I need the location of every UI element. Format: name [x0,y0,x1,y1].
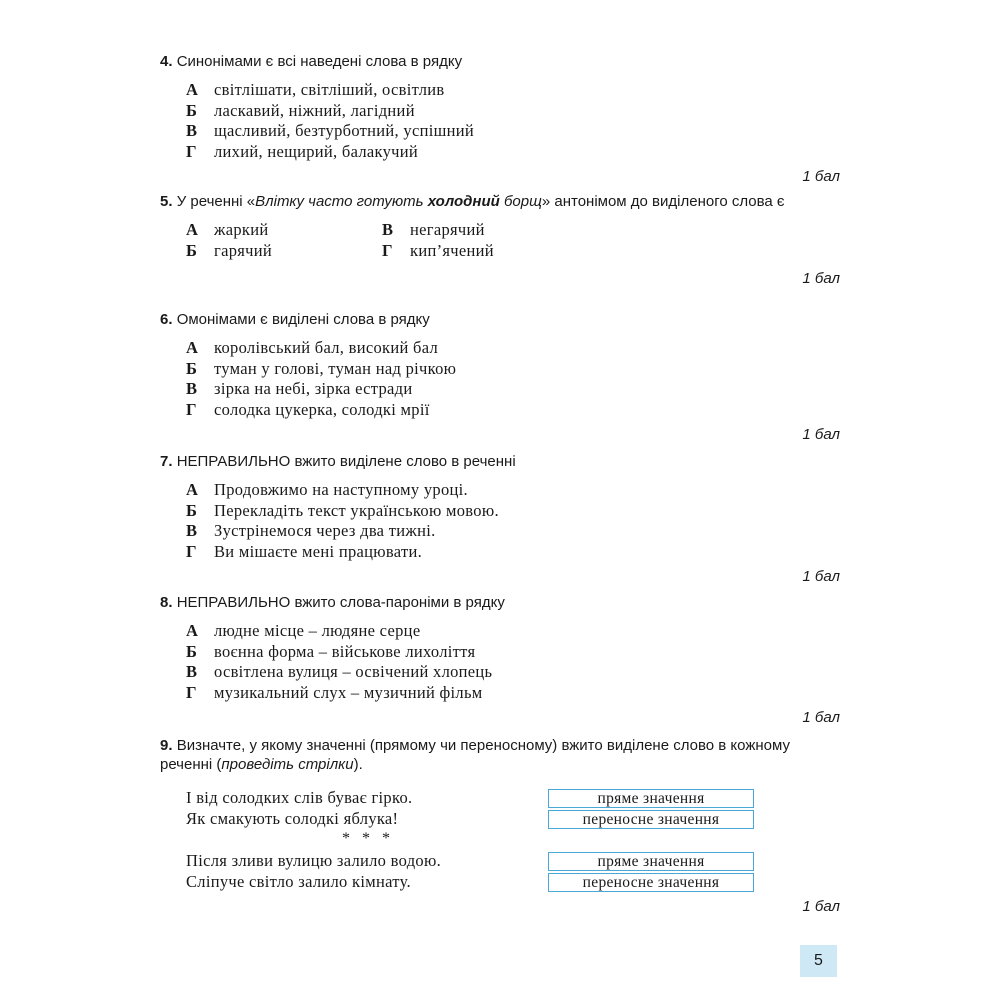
option-g[interactable]: Г кип’ячений [382,240,494,260]
option-v[interactable]: В зірка на небі, зірка естради [186,379,413,398]
option-a[interactable]: А Продовжимо на наступному уроці. [186,480,468,499]
question-text: Омонімами є виділені слова в рядку [176,311,430,328]
question-6-title [160,310,840,329]
options-grid [186,220,840,261]
meaning-box-figurative[interactable]: переносне значення [548,810,754,829]
question-text: Синонімами є всі наведені слова в рядку [176,53,463,70]
option-v[interactable]: В негарячий [382,220,485,239]
question-5-title: 5. У реченні «Влітку часто готують холодний борщ» антонімом до виділеного слова є [160,193,785,210]
options-list [186,338,840,420]
options-list [186,80,840,162]
option-a[interactable]: А людне місце – людяне серце [186,621,421,640]
option-a[interactable]: А жаркий [186,220,269,239]
option-g[interactable]: Г солодка цукерка, солодкі мрії [186,399,430,419]
meaning-box-direct[interactable]: пряме значення [548,852,754,871]
option-b[interactable]: Б Перекладіть текст українською мовою. [186,500,499,520]
question-number: 5. [160,193,173,210]
options-list [186,480,840,562]
separator-stars: * * * [342,830,394,847]
sentence-3: Після зливи вулицю залило водою. [186,851,442,870]
question-text: НЕПРАВИЛЬНО вжито слова-пароніми в рядку [176,594,505,611]
question-number: 6. [160,311,173,328]
option-b[interactable]: Б туман у голові, туман над річкою [186,358,457,378]
question-number: 4. [160,53,173,70]
question-4 [160,52,840,192]
score-label: 1 бал [802,709,840,726]
meaning-box-direct[interactable]: пряме значення [548,789,754,808]
option-b[interactable]: Б воєнна форма – військове лихоліття [186,641,476,661]
question-8-title [160,593,840,612]
sentence-2: Як смакують солодкі яблука! [186,809,399,828]
worksheet-page [160,52,840,916]
question-8 [160,593,840,736]
option-b[interactable]: Б гарячий [186,240,272,260]
option-v[interactable]: В Зустрінемося через два тижні. [186,521,436,540]
page-number: 5 [800,945,837,977]
question-7-title [160,452,840,471]
matching-area [186,788,840,896]
score-label: 1 бал [802,898,840,915]
question-5 [160,192,840,310]
score-label: 1 бал [802,168,840,185]
question-9-title: 9. Визначте, у якому значенні (прямому чи переносному) вжито виділене слово в кожному реченні (проведіть стрілки). [160,737,790,773]
option-v[interactable]: В освітлена вулиця – освічений хлопець [186,662,493,681]
option-g[interactable]: Г лихий, нещирий, балакучий [186,141,418,161]
options-list [186,621,840,703]
score-label: 1 бал [802,568,840,585]
option-b[interactable]: Б ласкавий, ніжний, лагідний [186,100,415,120]
question-number: 8. [160,594,173,611]
question-number: 9. [160,737,173,754]
sentence-1: І від солодких слів буває гірко. [186,788,413,807]
question-text: НЕПРАВИЛЬНО вжито виділене слово в реченні [176,453,516,470]
meaning-box-figurative[interactable]: переносне значення [548,873,754,892]
question-number: 7. [160,453,173,470]
question-4-title [160,52,840,71]
question-9 [160,736,840,916]
sentence-4: Сліпуче світло залило кімнату. [186,872,411,891]
option-a[interactable]: А світлішати, світліший, освітлив [186,80,445,99]
option-g[interactable]: Г Ви мішаєте мені працювати. [186,541,423,561]
option-a[interactable]: А королівський бал, високий бал [186,338,439,357]
score-label: 1 бал [802,270,840,287]
question-6 [160,310,840,452]
option-g[interactable]: Г музикальний слух – музичний фільм [186,682,483,702]
option-v[interactable]: В щасливий, безтурботний, успішний [186,121,474,140]
highlighted-word: холодний [427,193,500,210]
question-7 [160,452,840,593]
score-label: 1 бал [802,426,840,443]
